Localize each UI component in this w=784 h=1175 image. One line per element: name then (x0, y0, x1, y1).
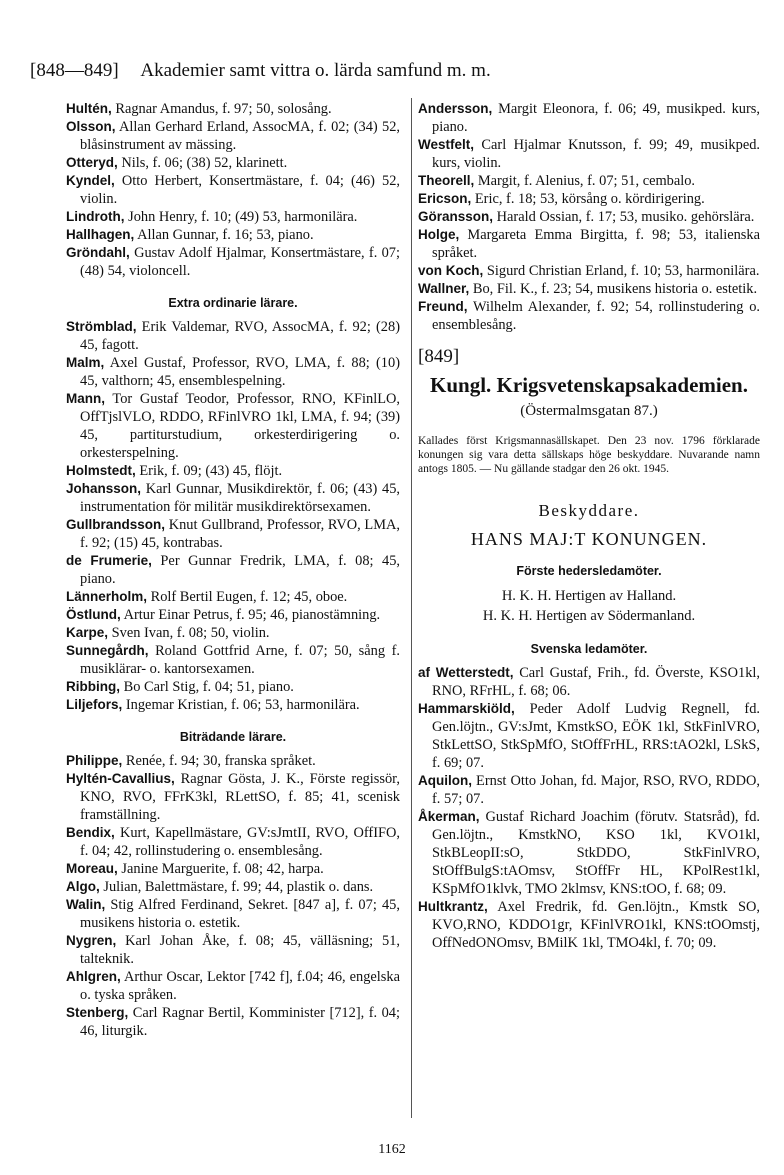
entry-name: Liljefors, (66, 697, 123, 712)
list-item (418, 280, 760, 298)
entry-name: Theorell, (418, 173, 475, 188)
list-item (66, 878, 400, 896)
list-item (66, 770, 400, 824)
teacher-list-top (66, 100, 400, 280)
entry-name: Kyndel, (66, 173, 115, 188)
section-number: [849] (418, 346, 460, 367)
entry-text: Wilhelm Alexander, f. 92; 54, rollinstudering o. ensemblesång. (432, 299, 760, 333)
page-header (30, 60, 760, 82)
list-item (418, 208, 760, 226)
entry-text: Bo, Fil. K., f. 23; 54, musikens historia o. estetik. (472, 281, 758, 297)
list-item (66, 118, 400, 154)
entry-name: Mann, (66, 391, 105, 406)
entry-text: Julian, Balettmästare, f. 99; 44, plastik o. dans. (103, 879, 374, 895)
entry-name: Sunnegårdh, (66, 643, 149, 658)
entry-name: Aquilon, (418, 773, 472, 788)
entry-name: Göransson, (418, 209, 494, 224)
list-item (418, 262, 760, 280)
entry-text: Ingemar Kristian, f. 06; 53, harmonilära. (125, 697, 360, 713)
entry-text: John Henry, f. 10; (49) 53, harmonilära. (128, 209, 358, 225)
entry-name: Andersson, (418, 101, 493, 116)
list-item (418, 664, 760, 700)
entry-name: Freund, (418, 299, 468, 314)
entry-text: Artur Einar Petrus, f. 95; 46, pianostämning. (123, 607, 381, 623)
entry-text: Erik, f. 09; (43) 45, flöjt. (139, 463, 283, 479)
list-item (66, 678, 400, 696)
entry-name: Karpe, (66, 625, 109, 640)
list-item (66, 354, 400, 390)
entry-name: Algo, (66, 879, 100, 894)
entry-name: Ahlgren, (66, 969, 121, 984)
entry-name: Strömblad, (66, 319, 137, 334)
list-item (418, 808, 760, 898)
entry-name: Holge, (418, 227, 460, 242)
entry-text: Karl Gunnar, Musikdirektör, f. 06; (43) 45, instrumentation för militär musikdirektörsexamen. (80, 481, 400, 515)
right-column (418, 100, 760, 952)
entry-name: Nygren, (66, 933, 117, 948)
entry-name: Lindroth, (66, 209, 125, 224)
list-item (418, 898, 760, 952)
entry-text: Rolf Bertil Eugen, f. 12; 45, oboe. (150, 589, 348, 605)
entry-name: Gullbrandsson, (66, 517, 166, 532)
list-item (66, 154, 400, 172)
list-item (66, 824, 400, 860)
section-heading-honor: Förste hedersledamöter. (516, 564, 662, 578)
entry-name: Otteryd, (66, 155, 118, 170)
entry-text: Otto Herbert, Konsertmästare, f. 04; (46) 52, violin. (80, 173, 401, 207)
list-item (66, 226, 400, 244)
list-item (418, 172, 760, 190)
entry-text: Allan Gerhard Erland, AssocMA, f. 02; (34) 52, blåsinstrument av mässing. (80, 119, 400, 153)
teacher-list-extra (66, 318, 400, 714)
list-item (66, 100, 400, 118)
entry-name: Gröndahl, (66, 245, 130, 260)
list-item (66, 552, 400, 588)
entry-text: Axel Fredrik, fd. Gen.löjtn., Kmstk SO, KVO,RNO, KDDO1gr, KFinlVRO1kl, KNS:tOOmstj, OffNedONOmsv, BMilK 1kl, TMO4kl, f. 70; 09. (432, 899, 760, 951)
entry-text: Carl Ragnar Bertil, Komminister [712], f. 04; 46, liturgik. (80, 1005, 400, 1039)
entry-name: Lännerholm, (66, 589, 148, 604)
entry-name: Hultén, (66, 101, 112, 116)
entry-text: Bo Carl Stig, f. 04; 51, piano. (123, 679, 294, 695)
list-item (66, 860, 400, 878)
entry-name: Walin, (66, 897, 106, 912)
entry-text: Allan Gunnar, f. 16; 53, piano. (137, 227, 314, 243)
page-range: [848—849] (30, 60, 119, 81)
entry-name: Hammarskiöld, (418, 701, 515, 716)
list-item (418, 190, 760, 208)
list-item (66, 642, 400, 678)
list-item (418, 136, 760, 172)
entry-text: Arthur Oscar, Lektor [742 f], f.04; 46, engelska o. tyska språken. (80, 969, 400, 1003)
list-item (66, 932, 400, 968)
page-number: 1162 (378, 1142, 406, 1157)
list-item (66, 516, 400, 552)
section-heading-swedish: Svenska ledamöter. (530, 642, 648, 656)
entry-text: Carl Gustaf, Frih., fd. Överste, KSO1kl, RNO, RFrHL, f. 68; 06. (432, 665, 760, 699)
entry-text: Carl Hjalmar Knutsson, f. 99; 49, musikped. kurs, violin. (432, 137, 760, 171)
entry-name: Stenberg, (66, 1005, 129, 1020)
list-item (66, 588, 400, 606)
academy-address: (Östermalmsgatan 87.) (520, 403, 658, 419)
academy-note: Kallades först Krigsmannasällskapet. Den 23 nov. 1796 förklarade konungen sig vara detta sällskaps höge beskyddare. Nuvarande namn antogs 1805. — Nu gällande stadgar den 26 okt. 1945. (418, 435, 760, 475)
patron-king: HANS MAJ:T KONUNGEN. (470, 529, 708, 549)
section-heading-assist: Biträdande lärare. (179, 730, 287, 744)
entry-text: Axel Gustaf, Professor, RVO, LMA, f. 88; (10) 45, valthorn; 45, ensemblespelning. (80, 355, 400, 389)
entry-name: Philippe, (66, 753, 123, 768)
running-title: Akademier samt vittra o. lärda samfund m. m. (140, 60, 491, 81)
entry-text: Janine Marguerite, f. 08; 42, harpa. (121, 861, 324, 877)
entry-name: Bendix, (66, 825, 115, 840)
entry-name: Hallhagen, (66, 227, 135, 242)
left-column (66, 100, 400, 1040)
list-item (66, 208, 400, 226)
entry-name: Johansson, (66, 481, 142, 496)
list-item (418, 100, 760, 136)
entry-text: Nils, f. 06; (38) 52, klarinett. (121, 155, 288, 171)
list-item (66, 606, 400, 624)
entry-text: Harald Ossian, f. 17; 53, musiko. gehörslära. (496, 209, 755, 225)
entry-name: Östlund, (66, 607, 121, 622)
entry-text: Peder Adolf Ludvig Regnell, fd. Gen.löjtn., GV:sJmt, KmstkSO, EÖK 1kl, StkFinlVRO, StkLettSO, StkSpMfO, StOffFrHL, RRS:tAO2kl, LSkS, f. 69; 07. (432, 701, 760, 771)
list-item (66, 172, 400, 208)
entry-name: Hultkrantz, (418, 899, 488, 914)
entry-text: Karl Johan Åke, f. 08; 45, välläsning; 51, talteknik. (80, 933, 400, 967)
entry-text: Eric, f. 18; 53, körsång o. kördirigering. (474, 191, 705, 207)
list-item (418, 226, 760, 262)
entry-text: Roland Gottfrid Arne, f. 07; 50, sång f. musiklärar- o. kantorsexamen. (80, 643, 400, 677)
entry-name: Wallner, (418, 281, 470, 296)
entry-text: Sigurd Christian Erland, f. 10; 53, harmonilära. (486, 263, 760, 279)
entry-text: Knut Gullbrand, Professor, RVO, LMA, f. 92; (15) 45, kontrabas. (80, 517, 400, 551)
entry-name: Hyltén-Cavallius, (66, 771, 175, 786)
entry-text: Ragnar Gösta, J. K., Förste regissör, KNO, RVO, FFrK3kl, RLettSO, f. 85; 41, scenisk framställning. (80, 771, 400, 823)
entry-name: Ericson, (418, 191, 472, 206)
list-item (66, 480, 400, 516)
entry-name: af Wetterstedt, (418, 665, 514, 680)
entry-name: Olsson, (66, 119, 116, 134)
list-item (66, 968, 400, 1004)
entry-text: Per Gunnar Fredrik, LMA, f. 08; 45, piano. (80, 553, 400, 587)
entry-name: Malm, (66, 355, 105, 370)
list-item (66, 696, 400, 714)
entry-name: Ribbing, (66, 679, 120, 694)
entry-text: Margit, f. Alenius, f. 07; 51, cembalo. (477, 173, 696, 189)
entry-name: de Frumerie, (66, 553, 152, 568)
honor-member: H. K. H. Hertigen av Halland. (501, 588, 677, 604)
section-heading-extra: Extra ordinarie lärare. (168, 296, 298, 310)
entry-text: Ernst Otto Johan, fd. Major, RSO, RVO, RDDO, f. 57; 07. (432, 773, 760, 807)
list-item (418, 298, 760, 334)
entry-name: Westfelt, (418, 137, 475, 152)
teacher-list-right (418, 100, 760, 334)
entry-name: Åkerman, (418, 809, 480, 824)
entry-text: Ragnar Amandus, f. 97; 50, solosång. (115, 101, 332, 117)
entry-name: von Koch, (418, 263, 484, 278)
list-item (66, 390, 400, 462)
list-item (66, 896, 400, 932)
list-item (418, 772, 760, 808)
academy-title: Kungl. Krigsvetenskapsakademien. (430, 373, 748, 397)
column-divider (411, 98, 412, 1118)
entry-text: Kurt, Kapellmästare, GV:sJmtII, RVO, OffIFO, f. 04; 42, rollinstudering o. ensemblesång. (80, 825, 400, 859)
teacher-list-assist (66, 752, 400, 1040)
patron-heading: Beskyddare. (538, 501, 640, 520)
entry-text: Margit Eleonora, f. 06; 49, musikped. kurs, piano. (432, 101, 760, 135)
list-item (66, 318, 400, 354)
entry-name: Moreau, (66, 861, 118, 876)
list-item (66, 462, 400, 480)
list-item (66, 244, 400, 280)
entry-text: Sven Ivan, f. 08; 50, violin. (111, 625, 270, 641)
list-item (418, 700, 760, 772)
list-item (66, 752, 400, 770)
entry-text: Renée, f. 94; 30, franska språket. (125, 753, 316, 769)
entry-text: Margareta Emma Birgitta, f. 98; 53, italienska språket. (432, 227, 760, 261)
entry-text: Erik Valdemar, RVO, AssocMA, f. 92; (28) 45, fagott. (80, 319, 400, 353)
entry-name: Holmstedt, (66, 463, 136, 478)
list-item (66, 624, 400, 642)
entry-text: Gustav Adolf Hjalmar, Konsertmästare, f. 07; (48) 54, violoncell. (80, 245, 400, 279)
entry-text: Stig Alfred Ferdinand, Sekret. [847 a], f. 07; 45, musikens historia o. estetik. (80, 897, 400, 931)
member-list (418, 664, 760, 952)
entry-text: Tor Gustaf Teodor, Professor, RNO, KFinlLO, OffTjslVLO, RDDO, RFinlVRO 1kl, LMA, f. 94; (39) 45, partiturstudium, orkesterdirigering o. orkesterspelning. (80, 391, 400, 461)
honor-member: H. K. H. Hertigen av Södermanland. (482, 608, 696, 624)
list-item (66, 1004, 400, 1040)
entry-text: Gustaf Richard Joachim (förutv. Statsråd), fd. Gen.löjtn., KmstkNO, KSO 1kl, KVO1kl, StkBLeopII:sO, StkDDO, StkFinlVRO, StOffBulgS:tAOmsv, StOffFr HL, KPolRest1kl, KSpMfO1klvk, TMO 2klmsv, KNS:tOO, f. 68; 09. (432, 809, 760, 897)
